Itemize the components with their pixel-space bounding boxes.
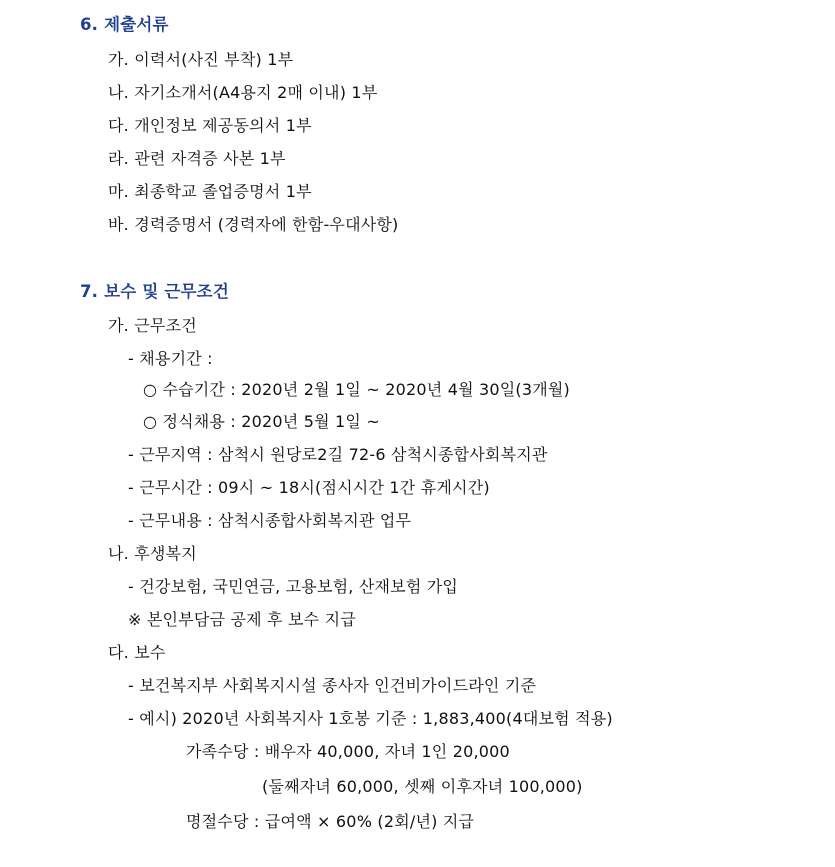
insurance-line: - 건강보험, 국민연금, 고용보험, 산재보험 가입 bbox=[128, 577, 459, 596]
welfare-label: 나. 후생복지 bbox=[108, 544, 197, 563]
deduction-note: ※ 본인부담금 공제 후 보수 지급 bbox=[128, 610, 356, 629]
work-hours-line: - 근무시간 : 09시 ~ 18시(점시시간 1간 휴게시간) bbox=[128, 478, 490, 497]
hire-period-line: - 채용기간 : bbox=[128, 349, 213, 368]
section-7-heading: 7. 보수 및 근무조건 bbox=[80, 282, 229, 301]
submission-item: 마. 최종학교 졸업증명서 1부 bbox=[108, 182, 312, 201]
submission-item: 바. 경력증명서 (경력자에 한함-우대사항) bbox=[108, 215, 399, 234]
work-location-line: - 근무지역 : 삼척시 원당로2길 72-6 삼척시종합사회복지관 bbox=[128, 445, 548, 464]
pay-label: 다. 보수 bbox=[108, 643, 166, 662]
work-duties-line: - 근무내용 : 삼척시종합사회복지관 업무 bbox=[128, 511, 412, 530]
submission-item: 가. 이력서(사진 부착) 1부 bbox=[108, 50, 294, 69]
submission-item: 나. 자기소개서(A4용지 2매 이내) 1부 bbox=[108, 83, 378, 102]
holiday-allowance-line: 명절수당 : 급여액 × 60% (2회/년) 지급 bbox=[186, 812, 475, 831]
work-conditions-label: 가. 근무조건 bbox=[108, 316, 197, 335]
pay-example-line: - 예시) 2020년 사회복지사 1호봉 기준 : 1,883,400(4대보험 적용) bbox=[128, 709, 613, 728]
section-6-heading: 6. 제출서류 bbox=[80, 15, 169, 34]
family-allowance-line: 가족수당 : 배우자 40,000, 자녀 1인 20,000 bbox=[186, 742, 510, 761]
submission-item: 라. 관련 자격증 사본 1부 bbox=[108, 149, 286, 168]
pay-guideline-line: - 보건복지부 사회복지시설 종사자 인건비가이드라인 기준 bbox=[128, 676, 537, 695]
family-allowance-extra: (둘째자녀 60,000, 셋째 이후자녀 100,000) bbox=[262, 777, 583, 796]
submission-item: 다. 개인정보 제공동의서 1부 bbox=[108, 116, 312, 135]
probation-period-line: ○ 수습기간 : 2020년 2월 1일 ~ 2020년 4월 30일(3개월) bbox=[143, 380, 571, 399]
regular-hire-line: ○ 정식채용 : 2020년 5월 1일 ~ bbox=[143, 412, 380, 431]
